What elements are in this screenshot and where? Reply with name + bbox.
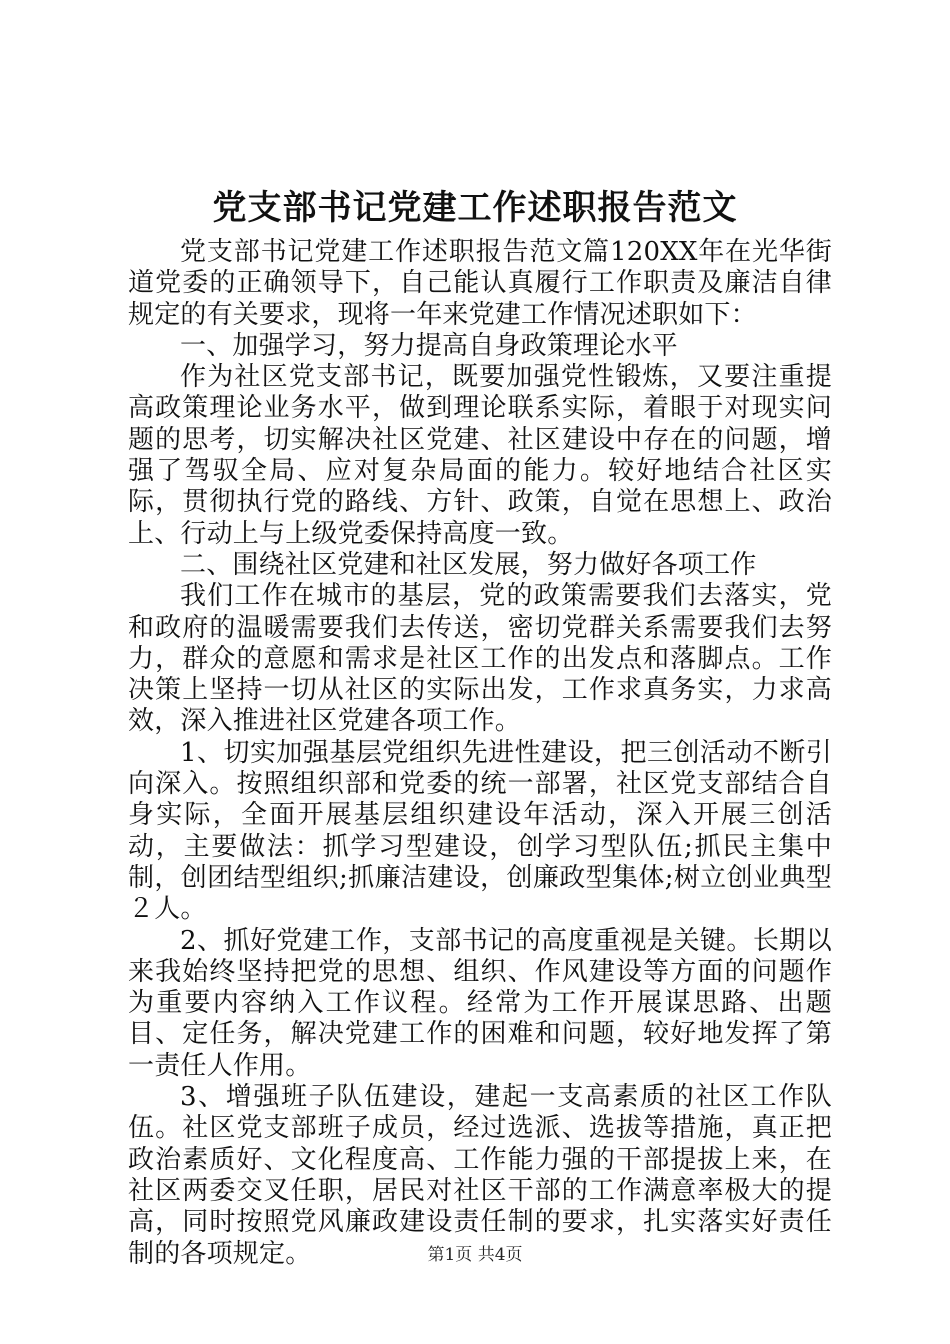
page-footer: 第1页 共4页 bbox=[427, 1245, 523, 1265]
section-1-paragraph: 作为社区党支部书记，既要加强党性锻炼，又要注重提高政策理论业务水平，做到理论联系实际，着眼于对现实问题的思考，切实解决社区党建、社区建设中存在的问题，增强了驾驭全局、应对复杂局面的能力。较好地结合社区实际，贯彻执行党的路线、方针、政策，自觉在思想上、政治上、行动上与上级党委保持高度一致。 bbox=[128, 362, 832, 549]
item-3-paragraph: 3、增强班子队伍建设，建起一支高素质的社区工作队伍。社区党支部班子成员，经过选派、选拔等措施，真正把政治素质好、文化程度高、工作能力强的干部提拔上来，在社区两委交叉任职，居民对社区干部的工作满意率极大的提高，同时按照党风廉政建设责任制的要求，扎实落实好责任制的各项规定。 bbox=[128, 1082, 832, 1269]
section-heading-2: 二、围绕社区党建和社区发展，努力做好各项工作 bbox=[180, 549, 757, 580]
document-body bbox=[128, 237, 832, 1270]
document-title: 党支部书记党建工作述职报告范文 bbox=[212, 188, 738, 228]
item-1-paragraph: 1、切实加强基层党组织先进性建设，把三创活动不断引向深入。按照组织部和党委的统一部署，社区党支部结合自身实际，全面开展基层组织建设年活动，深入开展三创活动，主要做法：抓学习型建设，创学习型队伍;抓民主集中制，创团结型组织;抓廉洁建设，创廉政型集体;树立创业典型２人。 bbox=[128, 737, 832, 925]
item-2-paragraph: 2、抓好党建工作，支部书记的高度重视是关键。长期以来我始终坚持把党的思想、组织、作风建设等方面的问题作为重要内容纳入工作议程。经常为工作开展谋思路、出题目、定任务，解决党建工作的困难和问题，较好地发挥了第一责任人作用。 bbox=[128, 925, 832, 1081]
section-heading-1: 一、加强学习，努力提高自身政策理论水平 bbox=[180, 330, 678, 361]
intro-paragraph: 党支部书记党建工作述职报告范文篇120XX年在光华街道党委的正确领导下，自己能认真履行工作职责及廉洁自律规定的有关要求，现将一年来党建工作情况述职如下： bbox=[128, 237, 832, 330]
section-2-paragraph: 我们工作在城市的基层，党的政策需要我们去落实，党和政府的温暖需要我们去传送，密切党群关系需要我们去努力，群众的意愿和需求是社区工作的出发点和落脚点。工作决策上坚持一切从社区的实际出发，工作求真务实，力求高效，深入推进社区党建各项工作。 bbox=[128, 581, 832, 737]
